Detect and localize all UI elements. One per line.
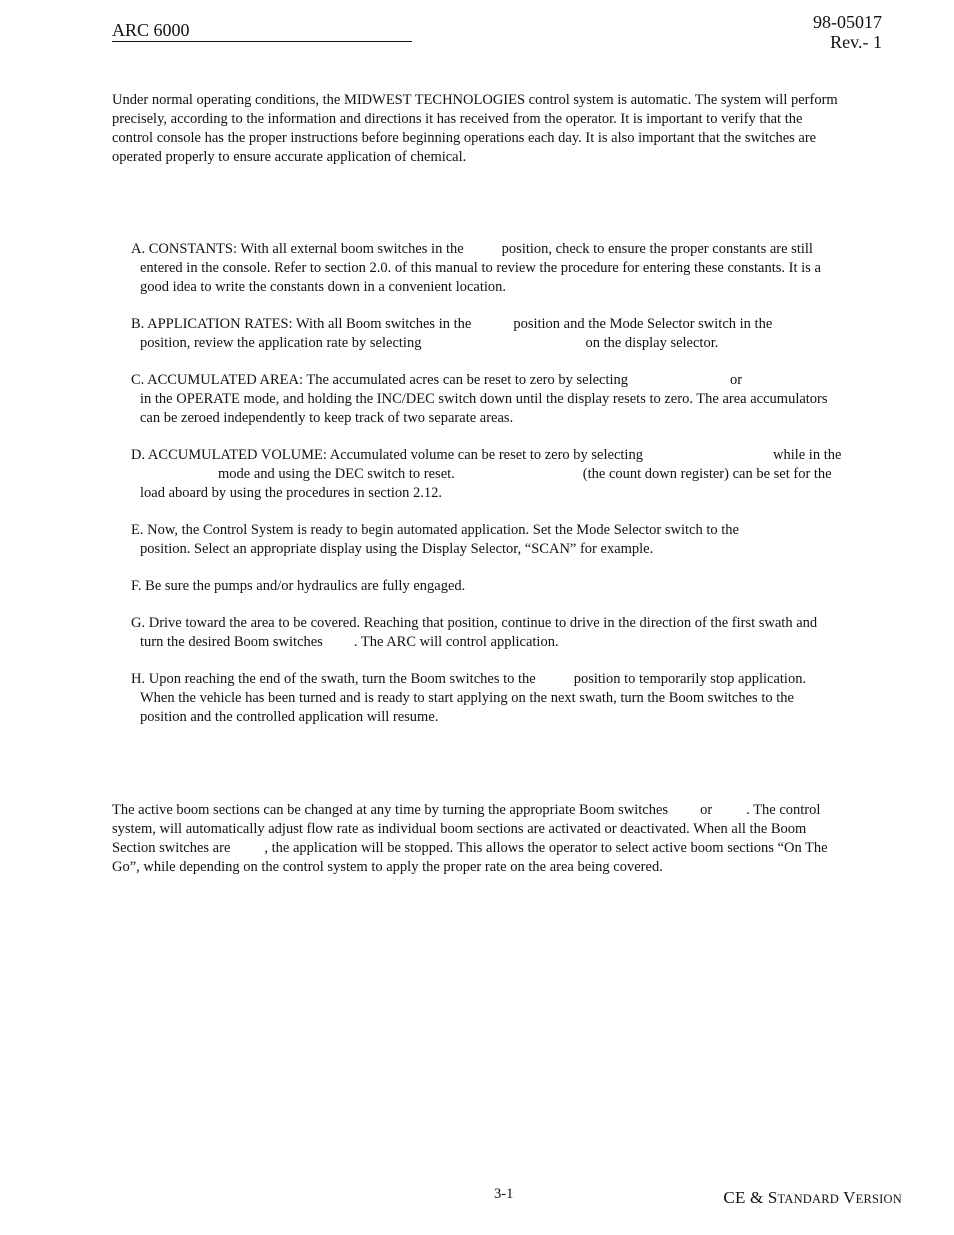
- step-c-line: can be zeroed independently to keep track of two separate areas.: [140, 410, 514, 426]
- step-a-text: position, check to ensure the proper constants are still: [501, 241, 813, 257]
- step-c-accumulated-area: [131, 371, 901, 428]
- step-a-constants: [131, 240, 901, 297]
- header-doc-info: [813, 12, 882, 52]
- closing-text: , the application will be stopped. This allows the operator to select active boom sections “On The: [264, 840, 828, 856]
- step-b-line: [131, 315, 901, 334]
- step-g-drive: [131, 614, 901, 652]
- version-label-part: CE & S: [723, 1188, 778, 1207]
- header-rule: [112, 41, 412, 42]
- step-a-line: entered in the console. Refer to section 2.0. of this manual to review the procedure for entering these constants. It is a: [140, 260, 821, 276]
- version-label-part: ERSION: [855, 1192, 902, 1206]
- step-c-line: in the OPERATE mode, and holding the INC/DEC switch down until the display resets to zero. The area accumulators: [140, 391, 828, 407]
- step-b-text: B. APPLICATION RATES: With all Boom switches in the: [131, 316, 472, 332]
- step-e-line: position. Select an appropriate display using the Display Selector, “SCAN” for example.: [140, 541, 654, 557]
- step-d-text: (the count down register) can be set for the: [582, 466, 832, 482]
- version-label: [723, 1188, 902, 1208]
- step-g-text: . The ARC will control application.: [353, 634, 559, 650]
- step-h-end-of-swath: [131, 670, 901, 727]
- step-h-line: [131, 670, 901, 689]
- step-b-application-rates: [131, 315, 901, 353]
- step-c-line: [131, 371, 901, 390]
- step-b-text: position, review the application rate by selecting: [140, 335, 422, 351]
- step-a-line: [131, 240, 901, 259]
- step-h-text: H. Upon reaching the end of the swath, turn the Boom switches to the: [131, 671, 536, 687]
- doc-revision: Rev.- 1: [830, 32, 882, 52]
- closing-text: Section switches are: [112, 840, 231, 856]
- step-c-text: or: [730, 372, 743, 388]
- step-d-text: while in the: [772, 447, 842, 463]
- step-a-text: A. CONSTANTS: With all external boom switches in the: [131, 241, 464, 257]
- closing-text: . The control: [746, 802, 821, 818]
- doc-number: 98-05017: [813, 12, 882, 32]
- closing-text: The active boom sections can be changed at any time by turning the appropriate Boom switches: [112, 802, 669, 818]
- version-label-part: V: [839, 1188, 856, 1207]
- step-b-line: [131, 334, 901, 353]
- step-f-pumps: [131, 577, 901, 596]
- step-d-line: [131, 465, 901, 484]
- step-d-text: D. ACCUMULATED VOLUME: Accumulated volume can be reset to zero by selecting: [131, 447, 643, 463]
- step-b-text: on the display selector.: [585, 335, 719, 351]
- step-a-line: good idea to write the constants down in a convenient location.: [140, 279, 507, 295]
- closing-text: or: [700, 802, 713, 818]
- header-product-title: ARC 6000: [112, 20, 190, 40]
- step-d-line: load aboard by using the procedures in section 2.12.: [140, 485, 443, 501]
- step-d-accumulated-volume: [131, 446, 901, 503]
- step-e-ready: [131, 521, 901, 559]
- step-g-text: turn the desired Boom switches: [140, 634, 323, 650]
- intro-line: control console has the proper instructions before beginning operations each day. It is also important that the switches are: [112, 130, 817, 146]
- intro-line: Under normal operating conditions, the MIDWEST TECHNOLOGIES control system is automatic. The system will perform: [112, 92, 838, 108]
- intro-line: precisely, according to the information and directions it has received from the operator. It is important to verify that the: [112, 111, 803, 127]
- page-number: 3-1: [494, 1186, 514, 1202]
- step-f-line: F. Be sure the pumps and/or hydraulics are fully engaged.: [131, 578, 466, 594]
- step-h-line: When the vehicle has been turned and is ready to start applying on the next swath, turn the Boom switches to the: [140, 690, 794, 706]
- intro-paragraph: [112, 91, 912, 167]
- step-g-line: G. Drive toward the area to be covered. Reaching that position, continue to drive in the direction of the first swath and: [131, 615, 818, 631]
- step-h-text: position to temporarily stop application.: [573, 671, 807, 687]
- step-g-line: [131, 633, 901, 652]
- closing-line: [112, 801, 912, 820]
- step-d-line: [131, 446, 901, 465]
- step-e-line: E. Now, the Control System is ready to begin automated application. Set the Mode Selector switch to the: [131, 522, 739, 538]
- closing-line: system, will automatically adjust flow rate as individual boom sections are activated or deactivated. When all the Boom: [112, 821, 807, 837]
- step-h-line: position and the controlled application will resume.: [140, 709, 439, 725]
- version-label-part: TANDARD: [777, 1192, 840, 1206]
- step-c-text: C. ACCUMULATED AREA: The accumulated acres can be reset to zero by selecting: [131, 372, 629, 388]
- step-d-text: mode and using the DEC switch to reset.: [218, 466, 455, 482]
- closing-line: [112, 839, 912, 858]
- intro-line: operated properly to ensure accurate application of chemical.: [112, 149, 467, 165]
- step-b-text: position and the Mode Selector switch in the: [513, 316, 773, 332]
- closing-line: Go”, while depending on the control system to apply the proper rate on the area being covered.: [112, 859, 663, 875]
- boom-sections-paragraph: [112, 801, 912, 877]
